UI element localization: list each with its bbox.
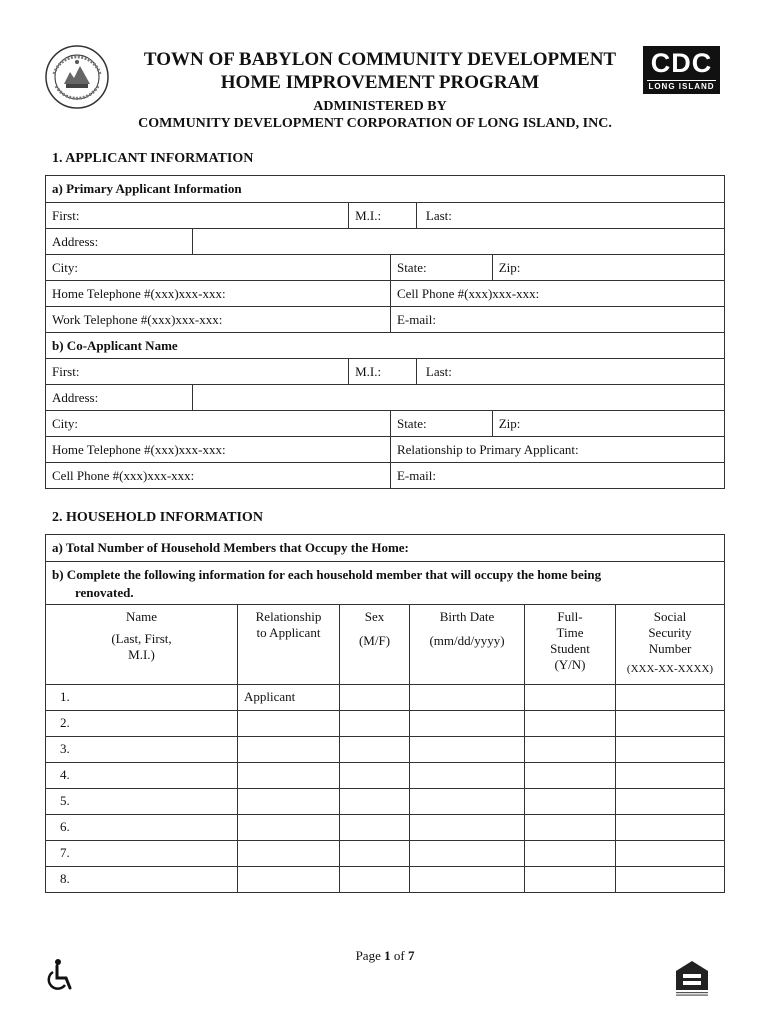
row-relationship[interactable] (237, 763, 339, 788)
row-birthdate[interactable] (409, 841, 524, 866)
row-sex[interactable] (339, 841, 409, 866)
total-members-field[interactable]: a) Total Number of Household Members that Occupy the Home: (52, 540, 409, 555)
row-student[interactable] (524, 737, 615, 762)
row-ssn[interactable] (615, 841, 724, 866)
co-address-field[interactable] (192, 385, 724, 410)
row-sex[interactable] (339, 763, 409, 788)
col-ssn-line2: Security (648, 625, 692, 640)
row-birthdate[interactable] (409, 685, 524, 710)
org-name: COMMUNITY DEVELOPMENT CORPORATION OF LONG ISLAND, INC. (138, 116, 612, 131)
row-sex[interactable] (339, 815, 409, 840)
page-total: 7 (407, 948, 415, 963)
col-name-line2: (Last, First, (111, 631, 172, 646)
col-relationship-header (237, 605, 339, 684)
co-first-field[interactable]: First: (52, 364, 80, 379)
col-name-header (46, 605, 237, 684)
row-student[interactable] (524, 841, 615, 866)
page-number: 1 (384, 948, 391, 963)
row-number[interactable]: 1. (60, 689, 70, 704)
primary-home-phone-field[interactable]: Home Telephone #(xxx)xxx-xxx: (52, 286, 226, 301)
col-name-line3: M.I.) (128, 647, 155, 662)
row-sex[interactable] (339, 711, 409, 736)
primary-applicant-heading: a) Primary Applicant Information (52, 181, 242, 196)
page-of-label: of (390, 948, 408, 963)
row-sex[interactable] (339, 867, 409, 892)
co-applicant-heading: b) Co-Applicant Name (52, 338, 178, 353)
primary-email-field[interactable]: E-mail: (390, 307, 724, 332)
row-relationship[interactable] (237, 789, 339, 814)
primary-cell-phone-field[interactable]: Cell Phone #(xxx)xxx-xxx: (390, 281, 724, 306)
col-ft-line2: Time (556, 625, 584, 640)
row-student[interactable] (524, 763, 615, 788)
row-birthdate[interactable] (409, 867, 524, 892)
co-last-field[interactable]: Last: (416, 359, 724, 384)
wheelchair-icon (44, 958, 74, 992)
col-sex-header (339, 605, 409, 684)
row-student[interactable] (524, 711, 615, 736)
co-zip-field[interactable]: Zip: (492, 411, 724, 436)
row-sex[interactable] (339, 685, 409, 710)
row-birthdate[interactable] (409, 737, 524, 762)
col-rel-line2: to Applicant (256, 625, 321, 640)
cdc-logo-text: CDC (650, 48, 713, 78)
household-row (46, 840, 724, 866)
col-student-header (524, 605, 615, 684)
co-address-label: Address: (52, 390, 99, 405)
col-ssn-line3: Number (648, 641, 692, 656)
col-rel-line1: Relationship (255, 609, 322, 624)
row-number[interactable]: 2. (60, 715, 70, 730)
cdc-logo-subtext: LONG ISLAND (648, 82, 715, 91)
row-student[interactable] (524, 789, 615, 814)
co-email-field[interactable]: E-mail: (390, 463, 724, 488)
complete-info-instruction (46, 562, 724, 604)
row-relationship[interactable] (237, 737, 339, 762)
col-ft-line3: Student (550, 641, 590, 656)
row-student[interactable] (524, 685, 615, 710)
col-birth-line1: Birth Date (439, 609, 495, 624)
cdc-logo (643, 46, 720, 94)
row-relationship[interactable] (237, 815, 339, 840)
header-title-block (100, 48, 660, 132)
row-sex[interactable] (339, 737, 409, 762)
primary-state-field[interactable]: State: (390, 255, 492, 280)
complete-info-line1: b) Complete the following information for each household member that will occupy the home being (52, 567, 602, 582)
administered-by: ADMINISTERED BY (313, 99, 447, 114)
row-number[interactable]: 8. (60, 871, 70, 886)
title-line1: TOWN OF BABYLON COMMUNITY DEVELOPMENT (143, 49, 617, 70)
col-birthdate-header (409, 605, 524, 684)
title-line2: HOME IMPROVEMENT PROGRAM (220, 72, 540, 93)
row-student[interactable] (524, 815, 615, 840)
co-cell-phone-field[interactable]: Cell Phone #(xxx)xxx-xxx: (52, 468, 195, 483)
row-number[interactable]: 3. (60, 741, 70, 756)
applicant-info-table (45, 175, 725, 489)
row-ssn[interactable] (615, 737, 724, 762)
section2-heading: 2. HOUSEHOLD INFORMATION (52, 510, 263, 525)
co-home-phone-field[interactable]: Home Telephone #(xxx)xxx-xxx: (52, 442, 226, 457)
row-relationship[interactable]: Applicant (237, 685, 339, 710)
col-ssn-line4: (XXX-XX-XXXX) (626, 663, 714, 675)
row-relationship[interactable] (237, 841, 339, 866)
equal-housing-opportunity-icon (672, 958, 712, 998)
page-footer (0, 948, 770, 964)
row-sex[interactable] (339, 789, 409, 814)
household-row (46, 814, 724, 840)
co-mi-field[interactable]: M.I.: (348, 359, 416, 384)
household-row (46, 762, 724, 788)
primary-address-label: Address: (52, 234, 99, 249)
row-ssn[interactable] (615, 867, 724, 892)
row-ssn[interactable] (615, 711, 724, 736)
primary-work-phone-field[interactable]: Work Telephone #(xxx)xxx-xxx: (52, 312, 223, 327)
col-name-line1: Name (125, 609, 158, 624)
page-label: Page (355, 948, 385, 963)
co-relationship-field[interactable]: Relationship to Primary Applicant: (390, 437, 724, 462)
col-ssn-line1: Social (653, 609, 687, 624)
row-number[interactable]: 7. (60, 845, 70, 860)
col-ft-line1: Full- (557, 609, 583, 624)
row-birthdate[interactable] (409, 789, 524, 814)
row-birthdate[interactable] (409, 763, 524, 788)
co-city-field[interactable]: City: (52, 416, 79, 431)
row-number[interactable]: 5. (60, 793, 70, 808)
col-sex-line2: (M/F) (358, 633, 391, 648)
col-ssn-header (615, 605, 724, 684)
primary-last-field[interactable]: Last: (416, 203, 724, 228)
row-ssn[interactable] (615, 815, 724, 840)
primary-zip-field[interactable]: Zip: (492, 255, 724, 280)
row-student[interactable] (524, 867, 615, 892)
col-sex-line1: Sex (364, 609, 385, 624)
col-ft-line4: (Y/N) (554, 657, 586, 672)
household-row (46, 866, 724, 892)
household-row (46, 710, 724, 736)
primary-city-field[interactable]: City: (52, 260, 79, 275)
household-table-header (46, 604, 724, 684)
row-ssn[interactable] (615, 789, 724, 814)
complete-info-line2: renovated. (75, 585, 134, 600)
col-birth-line2: (mm/dd/yyyy) (429, 633, 505, 648)
household-row (46, 788, 724, 814)
section1-heading: 1. APPLICANT INFORMATION (52, 151, 254, 166)
row-relationship[interactable] (237, 711, 339, 736)
primary-address-field[interactable] (192, 229, 724, 254)
household-row (46, 684, 724, 710)
household-row (46, 736, 724, 762)
row-number[interactable]: 4. (60, 767, 70, 782)
primary-mi-field[interactable]: M.I.: (348, 203, 416, 228)
co-state-field[interactable]: State: (390, 411, 492, 436)
row-birthdate[interactable] (409, 815, 524, 840)
household-info-table (45, 534, 725, 893)
row-relationship[interactable] (237, 867, 339, 892)
row-ssn[interactable] (615, 763, 724, 788)
primary-first-field[interactable]: First: (52, 208, 80, 223)
row-birthdate[interactable] (409, 711, 524, 736)
row-ssn[interactable] (615, 685, 724, 710)
row-number[interactable]: 6. (60, 819, 70, 834)
